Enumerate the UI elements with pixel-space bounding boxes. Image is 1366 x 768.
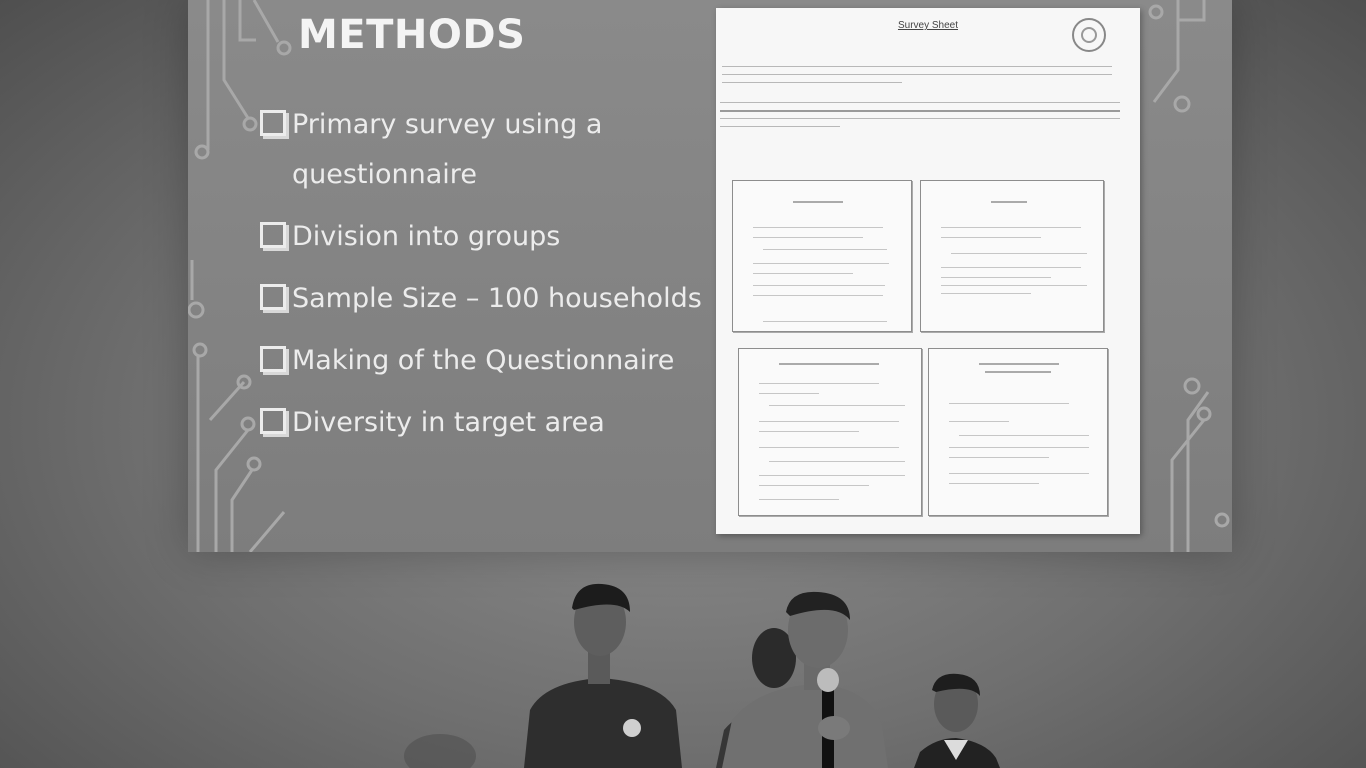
student-right [914,674,1000,768]
survey-sheet-image [716,8,1140,534]
bullet-text: Division into groups [292,221,561,252]
student-speaker [722,592,888,768]
bullet-list [260,100,730,460]
form-line [720,126,840,127]
survey-panel [738,348,922,516]
bullet-item [260,336,730,386]
form-line [720,102,1120,103]
bullet-text: Diversity in target area [292,407,605,438]
bullet-item [260,100,730,200]
projection-screen [188,0,1232,552]
checkbox-icon [260,110,286,136]
survey-panel [928,348,1108,516]
survey-panel [732,180,912,332]
form-line [722,74,1112,75]
checkbox-icon [260,346,286,372]
bullet-item [260,274,730,324]
bullet-item [260,398,730,448]
presenters-photo [0,560,1366,768]
checkbox-icon [260,408,286,434]
bullet-text: Making of the Questionnaire [292,345,675,376]
student-left [524,584,682,768]
form-line [720,110,1120,112]
checkbox-icon [260,284,286,310]
form-line [722,82,902,83]
bullet-text: Primary survey using a questionnaire [292,109,603,190]
bullet-text: Sample Size – 100 households [292,283,702,314]
school-logo-icon [1072,18,1106,52]
survey-panel [920,180,1104,332]
checkbox-icon [260,222,286,248]
bullet-item [260,212,730,262]
form-line [722,66,1112,67]
survey-sheet-title: Survey Sheet [897,20,959,31]
form-line [720,118,1120,119]
slide-title: METHODS [298,12,526,58]
